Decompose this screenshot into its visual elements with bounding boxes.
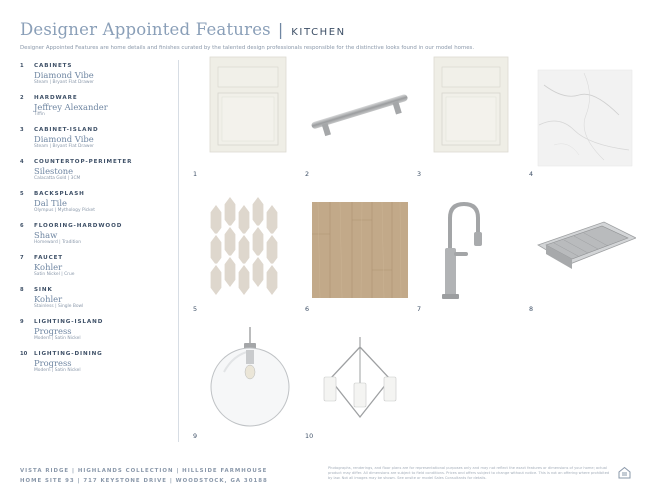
selection-number: 1 — [20, 63, 24, 69]
selection-category: LIGHTING-ISLAND — [34, 319, 104, 325]
cabinet-image — [188, 55, 300, 180]
page-header — [20, 20, 630, 51]
selection-item — [20, 286, 170, 318]
selection-detail: Steam | Bryant Flat Drawer — [34, 144, 94, 149]
dining-chandelier-image — [300, 317, 412, 442]
selection-category: LIGHTING-DINING — [34, 351, 103, 357]
selection-item — [20, 318, 170, 350]
sink-image — [524, 190, 636, 315]
selection-item — [20, 62, 170, 94]
title-separator: | — [277, 20, 284, 39]
selection-detail: Stainless | Single Bowl — [34, 304, 84, 309]
image-label: 10 — [305, 432, 314, 440]
legal-disclaimer: Photographs, renderings, and floor plans are for representational purposes only and may not reflect the exact features or dimensions of your home; actual product may differ. All dimensions are subject to field conditions. Prices and offers subject to change without notice. This is not an offering where prohibited by law. Not all images may be shown. See onsite or model Sales Consultants for details. — [328, 466, 610, 480]
selection-detail: Homeward | Tradition — [34, 240, 81, 245]
selection-brand: Silestone — [34, 166, 74, 176]
selection-item — [20, 190, 170, 222]
selection-number: 5 — [20, 191, 24, 197]
image-label: 9 — [193, 432, 198, 440]
selection-number: 7 — [20, 255, 24, 261]
selection-category: FAUCET — [34, 255, 64, 261]
selection-brand: Shaw — [34, 230, 58, 240]
selection-item — [20, 222, 170, 254]
image-label: 1 — [193, 170, 198, 178]
selection-number: 10 — [20, 351, 28, 357]
countertop-image — [524, 55, 636, 180]
title-row — [20, 20, 630, 39]
page-description: Designer Appointed Features are home details and finishes curated by the talented design professionals responsible for the distinctive looks found in our model homes. — [20, 45, 475, 51]
image-label: 6 — [305, 305, 310, 313]
selection-item — [20, 350, 170, 382]
selection-item — [20, 158, 170, 190]
selection-item — [20, 254, 170, 286]
island-pendant-image — [188, 317, 300, 442]
image-label: 3 — [417, 170, 422, 178]
selection-detail: Steam | Bryant Flat Drawer — [34, 80, 94, 85]
selection-number: 9 — [20, 319, 24, 325]
selection-number: 8 — [20, 287, 24, 293]
selection-brand: Diamond Vibe — [34, 70, 94, 80]
selection-detail: Tiffin — [34, 112, 45, 117]
page-footer — [20, 466, 635, 486]
equal-housing-opportunity-icon — [618, 466, 631, 479]
selection-category: FLOORING-HARDWOOD — [34, 223, 123, 229]
image-label: 4 — [529, 170, 534, 178]
selection-number: 2 — [20, 95, 24, 101]
selection-category: CABINETS — [34, 63, 73, 69]
selection-category: SINK — [34, 287, 53, 293]
selection-detail: Modern | Satin Nickel — [34, 368, 81, 373]
image-label: 8 — [529, 305, 534, 313]
community-line: VISTA RIDGE | HIGHLANDS COLLECTION | HILLSIDE FARMHOUSE — [20, 468, 268, 474]
selection-item — [20, 94, 170, 126]
product-image-grid — [188, 55, 643, 450]
selection-brand: Dal Tile — [34, 198, 67, 208]
cabinet-island-image — [412, 55, 524, 180]
selection-item — [20, 126, 170, 158]
selection-category: HARDWARE — [34, 95, 78, 101]
vertical-divider — [178, 60, 179, 442]
selection-brand: Diamond Vibe — [34, 134, 94, 144]
image-label: 7 — [417, 305, 422, 313]
image-label: 5 — [193, 305, 198, 313]
selection-brand: Jeffrey Alexander — [34, 102, 108, 112]
selection-detail: Satin Nickel | Crue — [34, 272, 75, 277]
selection-brand: Kohler — [34, 262, 63, 272]
backsplash-tile-image — [188, 190, 300, 315]
faucet-image — [412, 190, 524, 315]
selection-category: COUNTERTOP-PERIMETER — [34, 159, 133, 165]
address-line: HOME SITE 93 | 717 KEYSTONE DRIVE | WOODSTOCK, GA 30188 — [20, 478, 268, 484]
selection-brand: Kohler — [34, 294, 63, 304]
hardware-pull-image — [300, 55, 412, 180]
selection-detail: Modern | Satin Nickel — [34, 336, 81, 341]
selection-brand: Progress — [34, 326, 72, 336]
page-title: Designer Appointed Features — [20, 20, 271, 39]
selection-number: 6 — [20, 223, 24, 229]
selection-detail: Calacatta Gold | 3CM — [34, 176, 81, 181]
room-name: KITCHEN — [291, 27, 346, 38]
selection-detail: Olympus | Mythology Picket — [34, 208, 95, 213]
selection-category: CABINET-ISLAND — [34, 127, 99, 133]
selection-brand: Progress — [34, 358, 72, 368]
selection-list — [20, 62, 170, 382]
selection-category: BACKSPLASH — [34, 191, 85, 197]
image-label: 2 — [305, 170, 310, 178]
flooring-image — [300, 190, 412, 315]
selection-number: 3 — [20, 127, 24, 133]
selection-number: 4 — [20, 159, 24, 165]
